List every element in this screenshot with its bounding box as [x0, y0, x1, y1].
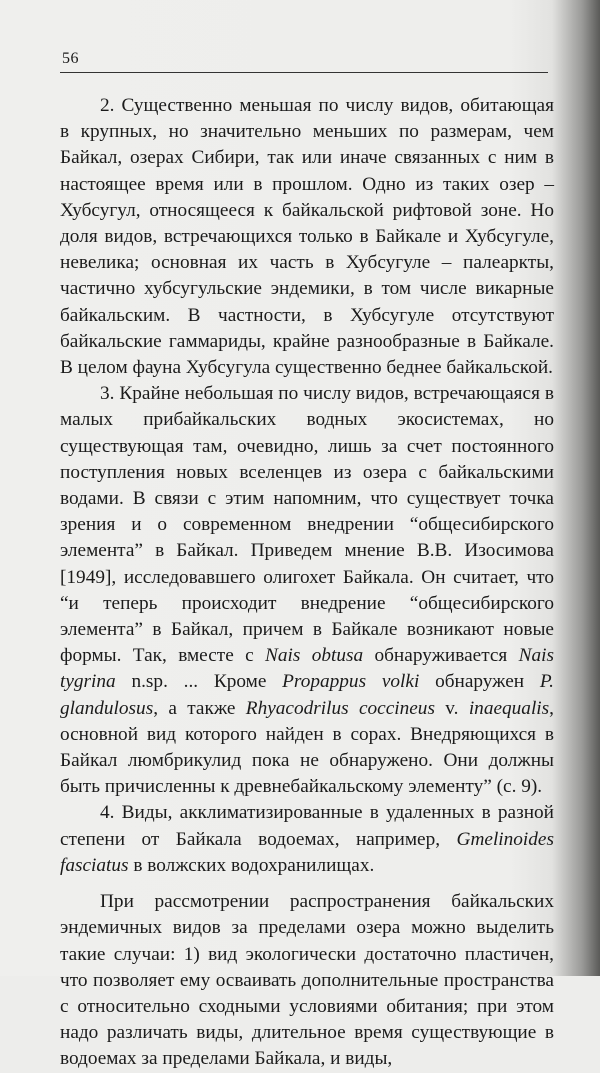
text-run: , а также [153, 697, 246, 719]
text-run: обнаруживается [363, 645, 519, 667]
text-run: 3. Крайне небольшая по числу видов, встречающаяся в малых прибайкальских водных экосистемах, но существующая там, очевидно, лишь за счет постоянного поступления новых вселенцев из озера с байкальскими водами. В связи с этим напомним, что существует точка зрения и о современном внедрении “общесибирского элемента” в Байкал. Приведем мнение В.В. Изосимова [1949], исследовавшего олигохет Байкала. Он считает, что “и теперь происходит внедрение “общесибирского элемента” в Байкал, причем в Байкале возникают новые формы. Так, вместе с [60, 383, 554, 667]
text-run: обнаружен [419, 671, 540, 693]
paragraph-p4 [60, 800, 554, 879]
text-run: 2. Существенно меньшая по числу видов, обитающая в крупных, но значительно меньших по размерам, чем Байкал, озерах Сибири, так или иначе связанных с ним в настоящее время или в прошлом. Одно из таких озер – Хубсугул, относящееся к байкальской рифтовой зоне. Но доля видов, встречающихся только в Байкале и Хубсугуле, невелика; основная их часть в Хубсугуле – палеаркты, частично хубсугульские эндемики, в том числе викарные байкальским. В частности, в Хубсугуле отсутствуют байкальские гаммариды, крайне разнообразные в Байкале. В целом фауна Хубсугула существенно беднее байкальской. [60, 95, 554, 379]
text-run: , основной вид которого найден в сорах. Внедряющихся в Байкал люмбрикулид пока не обнаружено. Они должны быть причисленны к древнебайкальскому элементу” (с. 9). [60, 697, 554, 798]
species-name: Propappus volki [282, 671, 420, 693]
species-name: Rhyacodrilus coccineus [245, 697, 435, 719]
paragraph-p2 [60, 93, 554, 381]
species-name: Gmelinoides fasciatus [60, 828, 554, 876]
text-run: в волжских водохранилищах. [128, 854, 375, 876]
paragraph-p5 [60, 889, 554, 1072]
paragraph-p3 [60, 381, 554, 800]
species-name: Nais tygrina [60, 645, 554, 693]
page-number: 56 [62, 50, 79, 67]
species-name: inaequalis [468, 697, 550, 719]
header-rule [60, 72, 548, 73]
species-name: Nais obtusa [265, 645, 364, 667]
body-text [60, 93, 554, 1073]
text-run: v. [434, 697, 469, 719]
text-run: 4. Виды, акклиматизированные в удаленных в разной степени от Байкала водоемах, например, [60, 802, 554, 850]
species-name: P. glandulosus [60, 671, 554, 719]
text-run: При рассмотрении распространения байкальских эндемичных видов за пределами озера можно выделить такие случаи: 1) вид экологически достаточно пластичен, что позволяет ему осваивать дополнительные пространства с относительно сходными условиями обитания; при этом надо различать виды, длительное время существующие в водоемах за пределами Байкала, и виды, [60, 891, 554, 1070]
text-run: n.sp. ... Кроме [115, 671, 283, 693]
